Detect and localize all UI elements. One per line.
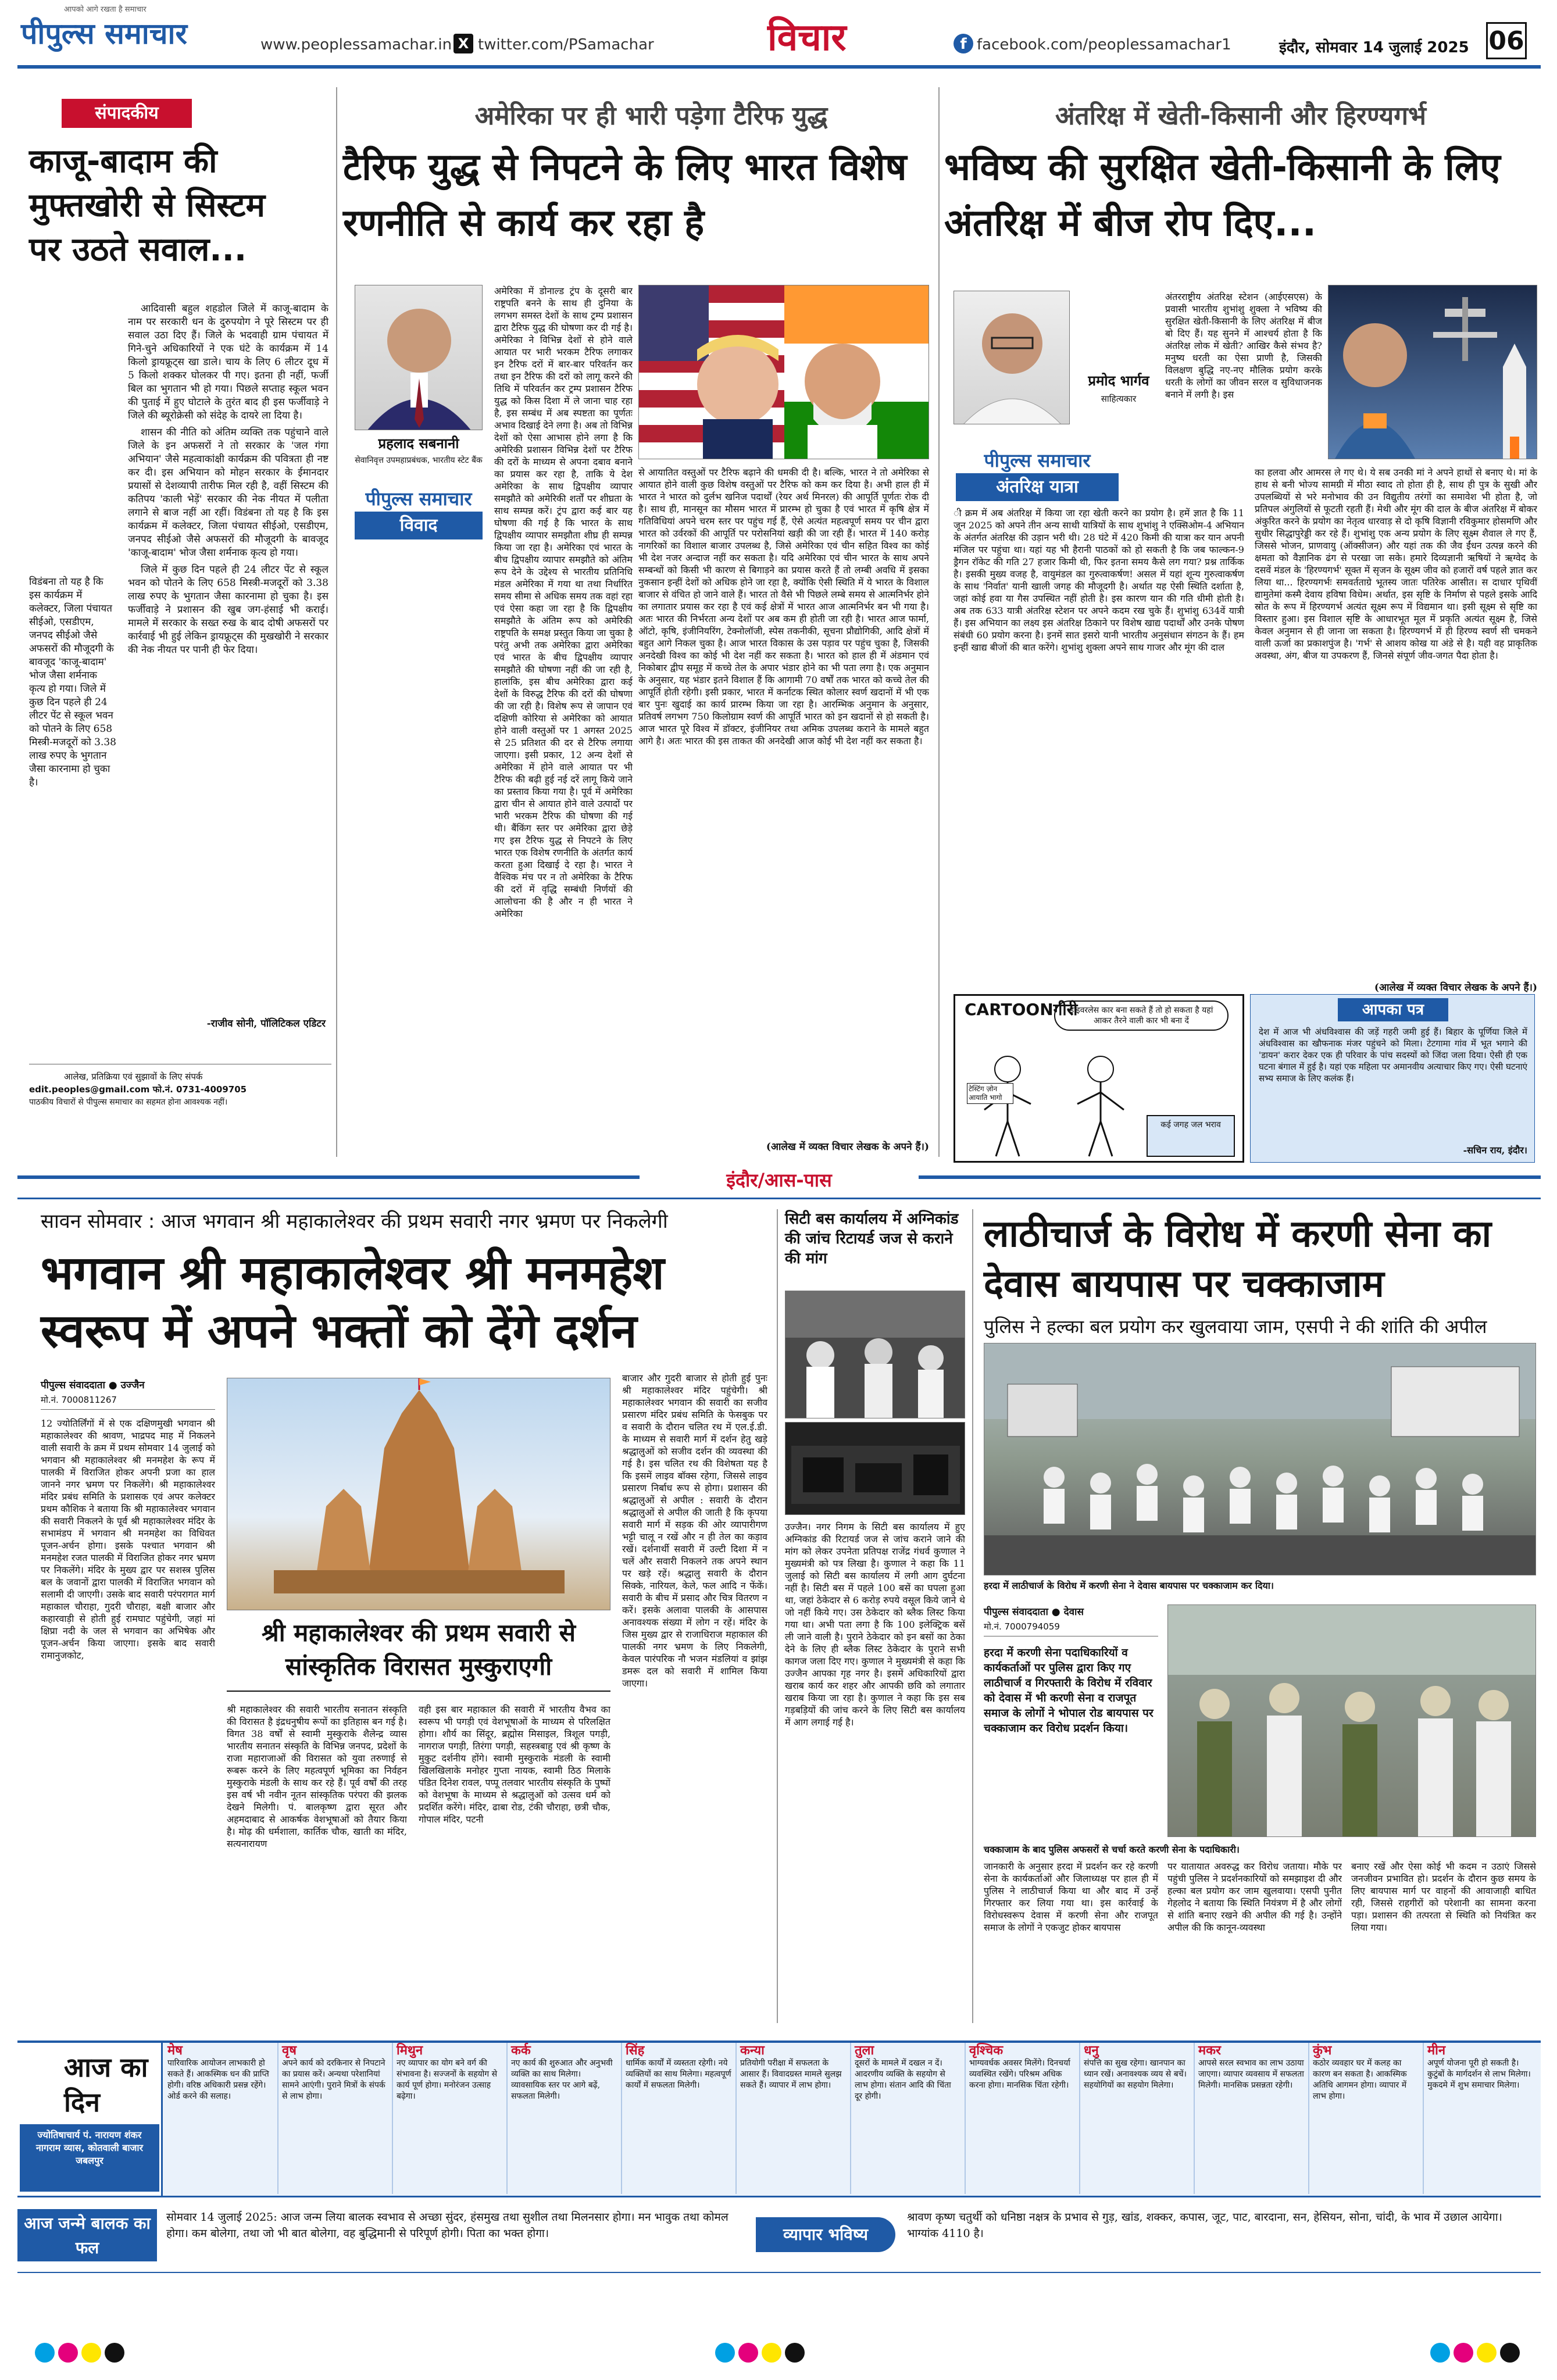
mahakal-byline: पीपुल्स संवाददाता ● उज्जैन: [41, 1380, 145, 1391]
dewas-headline: लाठीचार्ज के विरोध में करणी सेना का देवास बायपास पर चक्काजाम: [984, 1213, 1492, 1306]
dewas-column-1: जानकारी के अनुसार हरदा में प्रदर्शन कर रहे करणी सेना के कार्यकर्ताओं और जिलाध्यक्ष पर हाल ही में पुलिस ने लाठीचार्ज किया था और बाद में उन्हें गिरफ्तार कर लिया गया था। इस कार्रवाई के विरोधस्वरूप देवास में करणी सेना और राजपूत समाज के लोगों ने एकजुट होकर बायपास: [984, 1861, 1158, 1933]
magenta-dot: [738, 2343, 758, 2363]
rashi-taurus: [278, 2043, 393, 2194]
citybus-body: उज्जैन। नगर निगम के सिटी बस कार्यालय में हुए अग्निकांड की रिटायर्ड जज से जांच कराने जाने की मांग को लेकर उपनेता प्रतिपक्ष राजेंद्र गंधर्व कुणाल ने मुख्यमंत्री को पत्र लिखा है। कुणाल ने कहा कि 11 जुलाई को सिटी बस कार्यालय में लगी आग दुर्घटना नहीं है। सिटी बस में पहले 100 बसें का घपला हुआ था, जहां ठेकेदार से 6 करोड़ रुपये वसूल किये जाने थे जो नहीं किये गए। उस ठेकेदार को ब्लैक लिस्ट किया गया था। अभी पता लगा है कि 100 इलेक्ट्रिक बसें ली जाने वाली है। पुराने ठेकेदार को इन बसों का ठेका देने के लिए ही ब्लैक लिस्ट ठेकेदार के पुराने सभी कागज जला दिए गए। कुणाल ने मुख्यमंत्री से कहा कि उज्जैन आपका गृह नगर है। इसमें अधिकारियों द्वारा खराब कार्य कर शहर और आपकी छवि को लगातार खराब किया जा रहा है। कुणाल ने कहा कि इस सब गड़बड़ियों की जांच करने के लिए सिटी बस कार्यालय में आग लगाई गई है।: [785, 1521, 965, 1728]
twitter-link[interactable]: twitter.com/PSamachar: [478, 36, 654, 53]
rashi-name: मकर: [1198, 2043, 1222, 2058]
letter-box: [1250, 994, 1535, 1163]
tariff-column-2: से आयातित वस्तुओं पर टैरिफ बढ़ाने की धमकी दी है। बल्कि, भारत ने तो अमेरिका से आयात होने वाली कुछ विशेष वस्तुओं पर टैरिफ को कम कर दिया है। अभी हाल ही में भारत ने भारत को दुर्लभ खनिज पदार्थों (रेयर अर्थ मिनरल) की आपूर्ति पूर्णतः रोक दी है। साथ ही, मानसून का मौसम भारत में प्रारम्भ हो चुका है एवं भारत में कृषि क्षेत्र में गतिविधियां अपने चरम स्तर पर पहुंच गई हैं, ऐसे अत्यंत महत्वपूर्ण समय पर चीन द्वारा भारत को उर्वरकों की आपूर्ति पर परोसनियां खड़ी की जा रही हैं। भारत में 140 करोड़ नागरिकों का विशाल बाजार उपलब्ध है, जिसे अमेरिका एवं चीन सहित विश्व का कोई भी देश नजर अन्दाज नहीं कर सकता है। यदि अमेरिका एवं चीन भारत के साथ अपने सम्बन्धों को किसी भी कारण से बिगाड़ने का प्रयास करते हैं तो लम्बी अवधि में इसका नुकसान इन्हीं देशों को अधिक होने जा रहा है, क्योंकि ऐसी स्थिति में ये भारत के विशाल बाजार से वंचित हो जाने वाले हैं। भारत तो वैसे भी पिछले लम्बे समय से आत्मनिर्भर होने का लगातार प्रयास कर रहा है एवं कई क्षेत्रों में भारत आज आत्मनिर्भर बन भी गया है। अतः भारत की निर्भरता अन्य देशों पर अब कम ही होती जा रही है। भारत आज फार्मा, ऑटो, कृषि, इंजीनियरिंग, टेक्नोलॉजी, स्पेस तकनीकी, सूचना प्रौद्योगिकी, आदि क्षेत्रों में बहुत आगे निकल चुका है। आज भारत विकास के उस पड़ाव पर पहुंच चुका है, जिसकी अनदेखी विश्व का कोई भी देश नहीं कर सकता है। भारत को हाल ही में अंडमान एवं निकोबार द्वीप समूह में कच्चे तेल के अपार भंडार होने का भी पता लगा है। एक अनुमान के अनुसार, यह भंडार इतने विशाल हैं कि आगामी 70 वर्षों तक भारत को कच्चे तेल की आपूर्ति होती रहेगी। इसी प्रकार, भारत में कर्नाटक स्थित कोलार स्वर्ण खदानों में भी एक बार पुनः खुदाई का कार्य प्रारम्भ किया जा रहा है। आरम्भिक अनुमान के अनुसार, प्रतिवर्ष लगभग 750 किलोग्राम स्वर्ण की आपूर्ति भारत को इन खदानों से हो सकती है। आज भारत पूरे विश्व में डॉक्टर, इंजीनियर तथा अमिक उपलब्ध कराने के मामले बहुत आगे है। अतः भारत की इस ताकत की अनदेखी आज कोई भी देश नहीं कर सकता है।: [638, 467, 929, 746]
yellow-dot: [1477, 2343, 1497, 2363]
masthead-tagline: आपको आगे रखता है समाचार: [64, 5, 147, 14]
dewas-subtitle: पुलिस ने हल्का बल प्रयोग कर खुलवाया जाम, एसपी ने की शांति की अपील: [984, 1316, 1487, 1338]
letter-body: देश में आज भी अंधविश्वास की जड़ें गहरी जमी हुई हैं। बिहार के पूर्णिया जिले में अंधविश्वास का खौफनाक मंजर पहुंचने को मिला। टेटगामा गांव में भूत भगाने की 'डायन' करार देकर एक ही परिवार के पांच सदस्यों को जिंदा जला दिया। ऐसी ही एक घटना बंगाल में हुई है। यहां एक महिला पर अमानवीय अत्याचार किए गए। ऐसी घटनाएं सभ्य समाज के लिए कलंक हैं।: [1259, 1027, 1527, 1084]
bottom-strip: [17, 2203, 1541, 2273]
yellow-dot: [81, 2343, 101, 2363]
tariff-kicker: अमेरिका पर ही भारी पड़ेगा टैरिफ युद्ध: [474, 101, 828, 131]
column-divider: [938, 87, 940, 1157]
editorial-paragraph: शासन की नीति को अंतिम व्यक्ति तक पहुंचाने वाले जिले के इन अफसरों ने तो सरकार के 'जल गंगा अभियान' जैसे महत्वाकांक्षी कार्यक्रम की पवित्रता ही नष्ट कर दी। इस अभियान को मोहन सरकार के ईमानदार प्रयासों से देशव्यापी तारीफ मिल रही है, वहीं सिस्टम की कतिपय 'काली भेड़ें' सरकार की नेक नीयत में पलीता लगाने से बाज नहीं आ रहीं। विडंबना तो यह है कि इस कार्यक्रम में कलेक्टर, जिला पंचायत सीईओ, एसडीएम, जनपद सीईओ जैसे अफसरों की मौजूदगी के बावजूद 'काजू-बादाम' भोज जैसा शर्मनाक कृत्य हो गया।: [128, 427, 328, 559]
rashi-name: सिंह: [626, 2043, 645, 2058]
author-photo-sabnani: [355, 285, 483, 430]
tariff-logo: पीपुल्स समाचार: [365, 488, 472, 510]
dewas-protest-photo: [984, 1343, 1536, 1575]
rashi-text: धार्मिक कार्यों में व्यस्तता रहेगी। नये व्यक्तियों का साथ मिलेगा। महत्वपूर्ण कार्यों में सफलता मिलेगी।: [626, 2059, 731, 2090]
rashifal-title-box: [17, 2043, 163, 2196]
rashi-text: भाग्यवर्धक अवसर मिलेंगे। दिनचर्या व्यवस्थित रखेंगे। परिश्रम अधिक करना होगा। मानसिक चिंता रहेगी।: [969, 2059, 1070, 2090]
editorial-title: काजू-बादाम की मुफ्तखोरी से सिस्टम पर उठते सवाल...: [29, 142, 266, 269]
rashi-sagittarius: [1080, 2043, 1195, 2194]
magenta-dot: [58, 2343, 78, 2363]
citybus-kicker: सिटी बस कार्यालय में अग्निकांड की जांच रिटायर्ड जज से कराने की मांग: [785, 1210, 959, 1267]
rashi-name: तुला: [855, 2043, 874, 2058]
rashifal-title-top: आज का: [64, 2052, 148, 2083]
rashi-name: कन्या: [740, 2043, 765, 2058]
trump-modi-photo: [638, 285, 929, 459]
rashi-text: नए कार्य की शुरुआत और अनुभवी व्यक्ति का साथ मिलेगा। व्यावसायिक स्तर पर आगे बढ़ें, सफलता मिलेगी।: [511, 2059, 613, 2101]
market-text: श्रावण कृष्ण चतुर्थी को धनिष्ठा नक्षत्र के प्रभाव से गुड़, खांड, शक्कर, कपास, जूट, पाट, बारदाना, सन, हेसियन, सोना, चांदी, के भाव में उछाल आयेगा। भाग्यांक 4110 है।: [907, 2211, 1502, 2240]
rashi-capricorn: [1195, 2043, 1309, 2194]
rashifal-grid: [164, 2043, 1541, 2196]
dewas-article: [978, 1203, 1541, 2029]
mahakal-kicker: सावन सोमवार : आज भगवान श्री महाकालेश्वर की प्रथम सवारी नगर भ्रमण पर निकलेगी: [41, 1210, 668, 1233]
column-divider: [972, 1209, 973, 2023]
tariff-article: [343, 76, 935, 1163]
yellow-dot: [762, 2343, 781, 2363]
rashifal-title-bottom: दिन: [64, 2086, 100, 2118]
editorial-side-column: विडंबना तो यह है कि इस कार्यक्रम में कलेक्टर, जिला पंचायत सीईओ, एसडीएम, जनपद सीईओ जैसे अफसरों की मौजूदगी के बावजूद 'काजू-बादाम' भोज जैसा शर्मनाक कृत्य हो गया। जिले में कुछ दिन पहले ही 24 लीटर पेंट से स्कूल भवन को पोतने के लिए 658 मिस्त्री-मजदूरों को 3.38 लाख रुपए के भुगतान जैसा कारनामा हो चुका है।: [29, 576, 116, 788]
space-logo: पीपुल्स समाचार: [984, 449, 1091, 471]
rashi-name: मिथुन: [397, 2043, 423, 2058]
rashi-text: प्रतियोगी परीक्षा में सफलता के आसार हैं। विवादग्रस्त मामले सुलझ सकते हैं। व्यापार में लाभ होगा।: [740, 2059, 842, 2090]
print-registration-marks: [35, 2343, 1523, 2372]
editorial-signature: -राजीव सोनी, पॉलिटिकल एडिटर: [206, 1018, 326, 1030]
masthead: [0, 0, 1557, 69]
editorial-paragraph: जिले में कुछ दिन पहले ही 24 लीटर पेंट से स्कूल भवन को पोतने के लिए 658 मिस्त्री-मजदूरों को 3.38 लाख रुपए के भुगतान जैसा कारनामा हो चुका है। इस फर्जीवाड़े ने प्रशासन की खुब जग-हंसाई भी कराई। मामले में सरकार के सख्त रुख के बाद दोषी अफसरों पर कार्रवाई भी हुई लेकिन ड्रायफ्रूट्स की मुखखोरी ने सरकार की नेक नीयत पर पानी ही फेर दिया।: [128, 564, 328, 656]
registration-dots-center: [715, 2343, 808, 2365]
registration-dots-left: [35, 2343, 128, 2365]
rashi-text: संपत्ति का सुख रहेगा। खानपान का ध्यान रखें। अनावश्यक व्यय से बचें। सहयोगियों का सहयोग मिलेगा।: [1084, 2059, 1187, 2090]
citybus-photo: [785, 1291, 965, 1418]
twitter-icon: X: [453, 34, 473, 53]
black-dot: [105, 2343, 124, 2363]
dewas-byline: पीपुल्स संवाददाता ● देवास: [984, 1606, 1084, 1618]
crowd-image: [984, 1343, 1536, 1575]
editorial-section: [17, 76, 334, 1145]
dewas-column-3: बनाए रखें और ऐसा कोई भी कदम न उठाएं जिससे जनजीवन प्रभावित हो। प्रदर्शन के दौरान कुछ समय के लिए बायपास मार्ग पर वाहनों की आवाजाही बाधित रही, जिससे राहगीरों को परेशानी का सामना करना पड़ा। प्रशासन की तत्परता से स्थिति को नियंत्रित कर लिया गया।: [1351, 1861, 1536, 1933]
cartoon-sign-flood: कई जगह जल भराव: [1160, 1120, 1221, 1130]
space-column-2: का हलवा और आमरस ले गए थे। ये सब उनकी मां ने अपने हाथों से बनाए थे। मां के हाथ से बनी भोज्य सामग्री में मीठा स्वाद तो होता ही है, साथ ही पुत्र के सुखी और उपलब्धियों से भरे मनोभाव की उन विद्युतीय तरंगों का समावेश भी होता है, जो प्रतिपल अंगुलियों से फूटती रहती हैं। मेथी और मूंग की दाल के बीज अंतरिक्ष में बोकर अंकुरित करने के प्रयोग का नेतृत्व धारवाड़ से दो कृषि विज्ञानी रविकुमार होसमणि और सुधीर सिद्धापुरेड्डी कर रहे हैं। शुभांशु एक अन्य प्रयोग के लिए सूक्ष्म शैवाल ले गए हैं, जिससे भोजन, प्राणवायु (ऑक्सीजन) और यहां तक की जैव ईंधन उत्पन्न करने की क्षमता को वैज्ञानिक ढंग से परखा जा सके। हमारे दिव्यज्ञानी ऋषियों ने ऋग्वेद के दसवें मंडल के 'हिरण्यगर्भ' सूक्त में सृजन के सूक्ष्म जीव को हजारों वर्ष पहले ज्ञात कर लिया था... हिरण्यगर्भः समवर्तताग्रे भूतस्य जातः पतिरेक आसीत। स दाधार पृथिवीं द्यामुतेमां कस्मै देवाय हविषा विधेम। अर्थात, इस सृष्टि के निर्माण से पहले इसके आदि स्रोत के रूप में हिरण्यगर्भ अत्यंत सूक्ष्म रूप में विद्यमान था। इसी सूक्ष्म से सृष्टि का विस्तार हुआ। इस विशाल सृष्टि के आधारभूत मूल में प्रकृति अत्यंत सूक्ष्म है, जिसे केवल अनुमान से ही जाना जा सकता है। हिरण्यगर्भ में ही हिरण्य स्वर्ण सी चमकने वाली ऊर्जा का प्रकाशपुंज है। 'गर्भ' से आशय कोख या अंडे से है। यही वह प्राकृतिक अवस्था, अंग, बीज या उपकरण हैं, जिनसे संपूर्ण जीव-जगत पैदा होता है।: [1255, 467, 1537, 661]
rashi-leo: [622, 2043, 737, 2194]
registration-dots-right: [1430, 2343, 1523, 2365]
cartoon-box: [954, 994, 1244, 1163]
rashi-name: वृष: [282, 2043, 297, 2058]
mahakal-column-1: 12 ज्योतिर्लिंगों में से एक दक्षिणमुखी भगवान श्री महाकालेश्वर की श्रावण, भाद्रपद माह में निकलने वाली सवारी के क्रम में प्रथम सोमवार 14 जुलाई को भगवान श्री महाकालेश्वर श्री मनमहेश के रूप में पालकी में विराजित होकर अपनी प्रजा का हाल जानने नगर भ्रमण पर निकलेंगे। श्री महाकालेश्वर मंदिर प्रबंध समिति के प्रशासक एवं अपर कलेक्टर प्रथम कौशिक ने बताया कि श्री महाकालेश्वर भगवान की सवारी निकलने के पूर्व श्री महाकालेश्वर मंदिर के सभामंडप में भगवान श्री मनमहेश का विधिवत पूजन-अर्चन होगा। इसके पश्चात भगवान श्री मनमहेश रजत पालकी में विराजित होकर नगर भ्रमण पर निकलेंगे। मंदिर के मुख्य द्वार पर सशस्त्र पुलिस बल के जवानों द्वारा पालकी में विराजित भगवान को सलामी दी जाएगी। उसके बाद सवारी परंपरागत मार्ग महाकाल चौराहा, गुदरी चौराहा, बक्षी बाजार और कहारवाड़ी से होती हुई रामघाट पहुंचेगी, जहां मां क्षिप्रा नदी के जल से भगवान का अभिषेक और पूजन-अर्चन किया जाएगा। इसके बाद सवारी रामानुजकोट,: [41, 1418, 215, 1661]
rashi-text: कठोर व्यवहार घर में कलह का कारण बन सकता है। आकस्मिक अतिथि आगमन होगा। व्यापार में लाभ होगा।: [1313, 2059, 1407, 2101]
citybus-fire-photo: [785, 1422, 965, 1515]
space-column-1: अंतरराष्ट्रीय अंतरिक्ष स्टेशन (आईएसएस) के प्रवासी भारतीय शुभांशु शुक्ला ने भविष्य की सुरक्षित खेती-किसानी के लिए अंतरिक्ष में बीज बो दिए हैं। यह सुनने में आश्चर्य होता है कि अंतरिक्ष लोक में खेती? आखिर कैसे संभव है? मनुष्य धरती का ऐसा प्राणी है, जिसकी विलक्षण बुद्धि नए-नए मौलिक प्रयोग करके धरती के लोगों का जीवन सरल व सुविधाजनक बनाने में लगी है। इस: [1165, 291, 1322, 400]
editorial-badge: संपादकीय: [62, 99, 192, 128]
dewas-lead: हरदा में करणी सेना पदाधिकारियों व कार्यकर्ताओं पर पुलिस द्वारा किए गए लाठीचार्ज व गिरफ्तारी के विरोध में रविवार को देवास में भी करणी सेना व राजपूत समाज के लोगों ने भोपाल रोड बायपास पर चक्काजाम कर विरोध प्रदर्शन किया।: [984, 1646, 1154, 1735]
tariff-author-title: सेवानिवृत्त उपमहाप्रबंधक, भारतीय स्टेट बैंक: [355, 456, 483, 465]
birthday-badge: आज जन्मे बालक का फल: [17, 2209, 157, 2261]
local-bar-label: इंदौर/आस-पास: [640, 1168, 919, 1192]
astronaut-image: [1329, 285, 1537, 459]
column-divider: [777, 1209, 778, 2023]
dewas-mobile: मो.नं. 7000794059: [984, 1621, 1158, 1636]
rashi-name: मीन: [1427, 2043, 1446, 2058]
rashi-name: कुंभ: [1313, 2043, 1332, 2058]
letter-signature: -सचिन राय, इंदौर।: [1463, 1145, 1527, 1156]
page-number: 06: [1486, 22, 1527, 59]
author-photo-bhargav: [954, 291, 1070, 424]
black-dot: [1500, 2343, 1520, 2363]
tariff-footer-note: (आलेख में व्यक्त विचार लेखक के अपने हैं।): [766, 1141, 929, 1153]
mahakal-temple-photo: [227, 1378, 610, 1610]
rashi-scorpio: [966, 2043, 1080, 2194]
rashi-text: पारिवारिक आयोजन लाभकारी हो सकते हैं। आकस्मिक धन की प्राप्ति होगी। वरिष्ठ अधिकारी प्रसन्न रहेंगे। ओर्ड करने की सलाह।: [167, 2059, 269, 2101]
rashi-name: धनु: [1084, 2043, 1099, 2058]
space-headline: भविष्य की सुरक्षित खेती-किसानी के लिए अंतरिक्ष में बीज रोप दिए...: [944, 146, 1501, 245]
person-icon: [954, 291, 1070, 424]
black-dot: [785, 2343, 805, 2363]
rashi-libra: [851, 2043, 966, 2194]
rashi-virgo: [737, 2043, 851, 2194]
masthead-logo: पीपुल्स समाचार: [21, 17, 187, 51]
editorial-body: [128, 302, 328, 1012]
letter-title: आपका पत्र: [1338, 998, 1448, 1021]
cyan-dot: [35, 2343, 55, 2363]
flags-image: [639, 285, 929, 459]
tariff-badge: विवाद: [355, 512, 483, 539]
column-divider: [336, 87, 337, 1157]
rashifal-section: [17, 2040, 1541, 2197]
mahakal-headline: भगवान श्री महाकालेश्वर श्री मनमहेश स्वरूप में अपने भक्तों को देंगे दर्शन: [41, 1246, 665, 1358]
masthead-rule: [17, 65, 1541, 69]
cartoon-title: CARTOONगीरी: [965, 1000, 1078, 1019]
space-author-title: साहित्यकार: [1101, 394, 1137, 404]
shubhanshu-photo: [1328, 285, 1537, 459]
market-badge: व्यापार भविष्य: [756, 2217, 895, 2252]
rashi-cancer: [508, 2043, 622, 2194]
citybus-article: [783, 1203, 969, 2029]
tariff-author: प्रहलाद सबनानी: [378, 435, 459, 452]
footer-contact-label: आलेख, प्रतिक्रिया एवं सुझावों के लिए संपर्क: [64, 1071, 203, 1082]
temple-image: [227, 1378, 610, 1610]
local-bar-rule-2: [17, 1198, 1541, 1199]
section-title: विचार: [767, 16, 847, 59]
birthday-text: सोमवार 14 जुलाई 2025: आज जन्म लिया बालक स्वभाव से अच्छा सुंदर, हंसमुख तथा सुशील तथा मिलनसार होगा। मन भावुक तथा कोमल होगा। कम बोलेगा, तथा जो भी बात बोलेगा, वह बुद्धिमानी से परिपूर्ण होगी। पिता का भक्त होगा।: [166, 2211, 728, 2240]
space-kicker: अंतरिक्ष में खेती-किसानी और हिरण्यगर्भ: [1055, 101, 1426, 131]
space-column-1-continued: ी क्रम में अब अंतरिक्ष में किया जा रहा खेती करने का प्रयोग है। हमें ज्ञात है कि 11 जून 2025 को अपने तीन अन्य साथी यात्रियों के साथ शुभांशु ने एक्सिओम-4 अभियान के अंतर्गत अंतरिक्ष की उड़ान भरी थी। 28 घंटे में 420 किमी की यात्रा कर यान अपनी मंजिल पर पहुंचा था। यहां यह भी हैरानी पाठकों को हो सकती है कि जब फाल्कन-9 ड्रैगन रॉकेट की गति 27 हजार किमी थी, फिर इतना समय कैसे लग गया? प्रश्न तार्किक है। इसकी मुख्य वजह है, वायुमंडल का गुरुत्वाकर्षण! असल में यहां शून्य गुरुत्वाकर्षण के साथ 'निर्वात' यानी खाली जगह की मौजूदगी है। अर्थात यह ऐसी स्थिति दर्शाता है, जहां कोई हवा या गैस उपस्थित नहीं होती है। इस कारण यान की गति धीमी होती है। अब तक 633 यात्री अंतरिक्ष स्टेशन पर अपने कदम रख चुके हैं। शुभांशु 634वें यात्री हैं। इस अभियान का लक्ष्य इस अंतरिक्ष ठिकाने पर विशेष खाद्य पदार्थों और उनके पोषण संबंधी 60 प्रयोग करना है। इनमें सात इसरो यानी भारतीय अनुसंधान संगठन के हैं। हम इन्हीं खाद्य बीजों की बात करेंगे। शुभांशु शुक्ला अपने साथ गाजर और मूंग की दाल: [954, 508, 1244, 653]
tariff-column-1: अमेरिका में डोनाल्ड ट्रंप के दूसरी बार राष्ट्रपति बनने के साथ ही दुनिया के लगभग समस्त देशों के साथ ट्रम्प प्रशासन द्वारा टैरिफ युद्ध की घोषणा कर दी गई है। अमेरिका ने विभिन्न देशों से होने वाले आयात पर भारी भरकम टैरिफ लगाकर इन टैरिफ दरों में बार-बार परिवर्तन कर तथा इन टैरिफ की दरों को लागू करने की तिथि में परिवर्तन कर ट्रम्प प्रशासन टैरिफ युद्ध को किस दिशा में ले जाना चाह रहा है, इस सम्बंध में अब स्पष्टता का पूर्णतः अभाव दिखाई देने लगा है। अब तो विभिन्न देशों को ऐसा आभास होने लगा है कि अमेरिकी प्रशासन विभिन्न देशों पर टैरिफ की दरों के माध्यम से अपना दबाव बनाने का प्रयास कर रहा है, ताकि ये देश अमेरिका के साथ द्विपक्षीय व्यापार समझौते को अमेरिकी शर्तों पर शीघ्रता के साथ सम्पन्न करें। ट्रंप द्वारा कई बार यह घोषणा की गई है कि भारत के साथ द्विपक्षीय व्यापार समझौता शीघ्र ही सम्पन्न किया जा रहा है। अमेरिका एवं भारत के बीच द्विपक्षीय व्यापार समझौते को अंतिम रूप देने के उद्देश्य से भारतीय प्रतिनिधि मंडल अमेरिका में गया था तथा निर्धारित समय सीमा से अधिक समय तक वहां रहा एवं ऐसा कहा जा रहा है कि द्विपक्षीय समझौते के अंतिम रूप को अमेरिकी राष्ट्रपति के समक्ष प्रस्तुत किया जा चुका है परंतु अभी तक अमेरिका द्वारा अमेरिका एवं भारत के बीच द्विपक्षीय व्यापार समझौते की घोषणा नहीं की जा रही है, हालांकि, इस बीच अमेरिका द्वारा कई देशों के विरुद्ध टैरिफ की दरों की घोषणा की जा रही है। विशेष रूप से जापान एवं दक्षिणी कोरिया से अमेरिका को आयात होने वाली वस्तुओं पर 1 अगस्त 2025 से 25 प्रतिशत की दर से टैरिफ लगाया जाएगा। इसी प्रकार, 12 अन्य देशों से अमेरिका में होने वाले आयात पर भी टैरिफ की बढ़ी हुई नई दरें लागू किये जाने का प्रस्ताव किया गया है। पूर्व में अमेरिका द्वारा चीन से आयात होने वाले उत्पादों पर भारी भरकम टैरिफ की घोषणा की गई थी। बैंकिंग स्तर पर अमेरिका द्वारा छेड़े गए इस टैरिफ युद्ध से निपटने के लिए भारत एक विशेष रणनीति के अंतर्गत कार्य करता हुआ दिखाई दे रहा है। भारत ने वैश्विक मंच पर न तो अमेरिका के टैरिफ की दरों में वृद्धि सम्बंधी निर्णयों की आलोचना की है और न ही भारत ने अमेरिका: [494, 285, 633, 919]
dewas-column-2: पर यातायात अवरुद्ध कर विरोध जताया। मौके पर पहुंची पुलिस ने प्रदर्शनकारियों को समझाइश दी और हल्का बल प्रयोग कर जाम खुलवाया। एसपी पुनीत गेहलोद ने बताया कि स्थिति नियंत्रण में है और लोगों से शांति बनाए रखने की अपील की गई है। उन्होंने अपील की कि कानून-व्यवस्था: [1167, 1861, 1342, 1933]
rashi-aries: [164, 2043, 278, 2194]
rashi-text: अपूर्ण योजना पूरी हो सकती है। कुटुंबों के मार्गदर्शन से लाभ मिलेगा। मुकदमे में शुभ समाचार मिलेगा।: [1427, 2059, 1531, 2090]
cartoon-speech: ड्राइवरलेस कार बना सकते हैं तो हो सकता है यहां आकर तैरने वाली कार भी बना दें: [1054, 1000, 1229, 1031]
mahakal-column-3: वही इस बार महाकाल की सवारी में भारतीय वैभव का स्वरूप भी पगड़ी एवं वेशभूषाओं के माध्यम से परिलक्षित होगा। शौर्य का सिंदूर, ब्रह्मोस मिसाइल, त्रिशूल पगड़ी, नागराज पगड़ी, तिरंगा पगड़ी, सहस्त्रबाहु एवं श्री कृष्ण के मुकुट दर्शनीय होंगे। स्वामी मुस्कुराके मंडली के स्वामी खिलखिलाके मनोहर गुप्ता नायक, स्वामी ठिठ मिलाके पंडित दिनेश रावल, पप्पू तलवार भारतीय संस्कृति के पुष्पों को वेशभूषा के माध्यम से श्रद्धालुओं को उत्सव धर्म को प्रदर्शित करेंगे। मंदिर, ढाबा रोड, टंकी चौराहा, छत्री चौक, गोपाल मंदिर, पटनी: [419, 1704, 610, 1825]
rashi-text: आपसे सरल स्वभाव का लाभ उठाया जाएगा। व्यापार व्यवसाय में सफलता मिलेगी। मानसिक प्रसन्नता रहेगी।: [1198, 2059, 1304, 2090]
editorial-paragraph: आदिवासी बहुल शहडोल जिले में काजू-बादाम के नाम पर सरकारी धन के दुरुपयोग ने पूरे सिस्टम पर ही सवाल उठा दिए हैं। जिले के भदवाही ग्राम पंचायत में गिने-चुने अधिकारियों ने एक घंटे के कार्यक्रम में 14 किलो ड्रायफ्रूट्स खा डाले। चाय के लिए 6 लीटर दूध में 5 किलो शक्कर घोलकर पी गए। इतना ही नहीं, फर्जी बिल का भुगतान भी हो गया। पिछले सप्ताह स्कूल भवन की पुताई में हुए घोटाले के तुरंत बाद ही इस फर्जीवाड़े ने जिले की ब्यूरोक्रेसी को संदेह के दायरे ला दिया है।: [128, 303, 328, 421]
tariff-headline: टैरिफ युद्ध से निपटने के लिए भारत विशेष रणनीति से कार्य कर रहा है: [343, 146, 907, 245]
cyan-dot: [715, 2343, 735, 2363]
rashi-aquarius: [1309, 2043, 1424, 2194]
cartoon-drawing: [955, 1046, 1244, 1162]
dewas-photo2-caption: चक्काजाम के बाद पुलिस अफसरों से चर्चा करते करणी सेना के पदाधिकारी।: [984, 1844, 1240, 1855]
website-link[interactable]: www.peoplessamachar.in: [260, 36, 452, 53]
issue-date: इंदौर, सोमवार 14 जुलाई 2025: [1279, 39, 1469, 56]
mahakal-article: [17, 1203, 773, 2029]
cartoon-sign-testing: टेस्टिंग ज़ोन आयाति भागो: [967, 1083, 1013, 1104]
rashi-name: मेष: [167, 2043, 183, 2058]
rashi-text: दूसरों के मामले में दखल न दें। आदरणीय व्यक्ति के सहयोग से लाभ होगा। संतान आदि की चिंता दूर होगी।: [855, 2059, 951, 2101]
mahakal-column-2: श्री महाकालेश्वर की सवारी भारतीय सनातन संस्कृति की विरासत है इंद्रधनुषीय रूपों का इतिहास बन गई है। विगत 38 वर्षों से स्वामी मुस्कुराके शैलेन्द्र व्यास भारतीय सनातन संस्कृति के विभिन्न जनपद, प्रदेशों के राजा महाराजाओं की विरासत को युवा तरुणाई से रूबरू करने के लिए महत्वपूर्ण भूमिका का निर्वहन मुस्कुराके मंडली के साथ कर रहे हैं। पूर्व वर्षों की तरह इस वर्ष भी नवीन नूतन सांस्कृतिक परंपरा की झलक देखने मिलेगी। पं. बालकृष्ण द्वारा सूरत और अहमदाबाद से आकर्षक वेशभूषाओं को तैयार किया है। मोढ़ की धर्मशाला, कार्तिक चौक, खाती का मंदिर, सत्यनारायण: [227, 1704, 407, 1849]
rashifal-astrologer: ज्योतिषाचार्य पं. नारायण शंकर नागराम व्यास, कोतवाली बाजार जबलपुर: [20, 2124, 159, 2192]
protest-image: [785, 1291, 965, 1418]
facebook-link[interactable]: facebook.com/peoplessamachar1: [977, 36, 1231, 53]
burnt-office-image: [785, 1423, 965, 1515]
magenta-dot: [1454, 2343, 1473, 2363]
footer-contact-email[interactable]: edit.peoples@gmail.com फो.नं. 0731-4009705: [29, 1084, 247, 1095]
dewas-police-photo: [1167, 1604, 1536, 1837]
police-discussion-image: [1168, 1605, 1536, 1837]
rashi-name: कर्क: [511, 2043, 531, 2058]
rashi-gemini: [393, 2043, 508, 2194]
rashi-text: नए व्यापार का योग बने वर्ग की संभावना है। सज्जनों के सहयोग से कार्य पूर्ण होगा। मनोरंजन उत्साह बढ़ेगा।: [397, 2059, 498, 2101]
mahakal-photo-caption: श्री महाकालेश्वर की प्रथम सवारी से सांस्कृतिक विरासत मुस्कुराएगी: [227, 1616, 610, 1692]
rashi-name: वृश्चिक: [969, 2043, 1004, 2058]
rashi-pisces: [1424, 2043, 1541, 2194]
facebook-icon: f: [954, 34, 973, 53]
space-author: प्रमोद भार्गव: [1088, 373, 1149, 389]
rashi-text: अपने कार्य को दरकिनार से निपटाने का प्रयास करें। अन्यथा परेशानियां सामने आएंगी। पुराने मित्रों के संपर्क से लाभ होगा।: [282, 2059, 385, 2101]
mahakal-mobile: मो.नं. 7000811267: [41, 1394, 215, 1410]
editorial-footer: [29, 1064, 331, 1109]
dewas-photo1-caption: हरदा में लाठीचार्ज के विरोध में करणी सेना ने देवास बायपास पर चक्काजाम कर दिया।: [984, 1580, 1274, 1591]
mahakal-column-4: बाजार और गुदरी बाजार से होती हुई पुनः श्री महाकालेश्वर मंदिर पहुंचेगी। श्री महाकालेश्वर भगवान की सवारी का सजीव प्रसारण मंदिर प्रबंध समिति के फेसबुक पर व सवारी के दौरान चलित रथ में एल.ई.डी. के माध्यम से सवारी मार्ग में दर्शन हेतु खड़े श्रद्धालुओं को सजीव दर्शन की व्यवस्था की गई है। इस चलित रथ की विशेषता यह है कि इसमें लाइव बॉक्स रहेगा, जिससे लाइव प्रसारण निर्बाध रूप से होगा। प्रशासन की श्रद्धालुओं से अपील : सवारी के दौरान श्रद्धालुओं से अपील की जाती है कि कृपया सवारी मार्ग में सड़क की ओर व्यापारीगण भट्टी चालू न रखें और न ही तेल का कड़ाव रखें। दर्शनार्थी सवारी में उल्टी दिशा में न चलें और सवारी निकलने तक अपने स्थान पर खड़े रहें। श्रद्धालु सवारी के दौरान सिक्के, नारियल, केले, फल आदि न फेंकें। सवारी के बीच में प्रसाद और चित्र वितरण न करें। इसके अलावा पालकी के आसपास अनावश्यक संख्या में लोग न रहें। मंदिर के जिस मुख्य द्वार से राजाधिराज महाकाल की पालकी नगर भ्रमण के लिए निकलेगी, केवल पारंपरिक नौ भजन मंडलियां व झांझ डमरू दल को सवारी में शामिल किया जाएगा।: [622, 1373, 767, 1689]
space-footer-note: (आलेख में व्यक्त विचार लेखक के अपने हैं।): [1374, 982, 1537, 994]
space-article: [944, 76, 1541, 994]
cyan-dot: [1430, 2343, 1450, 2363]
space-badge: अंतरिक्ष यात्रा: [956, 473, 1119, 501]
person-icon: [355, 285, 483, 430]
footer-disclaimer: पाठकीय विचारों से पीपुल्स समाचार का सहमत होना आवश्यक नहीं।: [29, 1098, 228, 1107]
